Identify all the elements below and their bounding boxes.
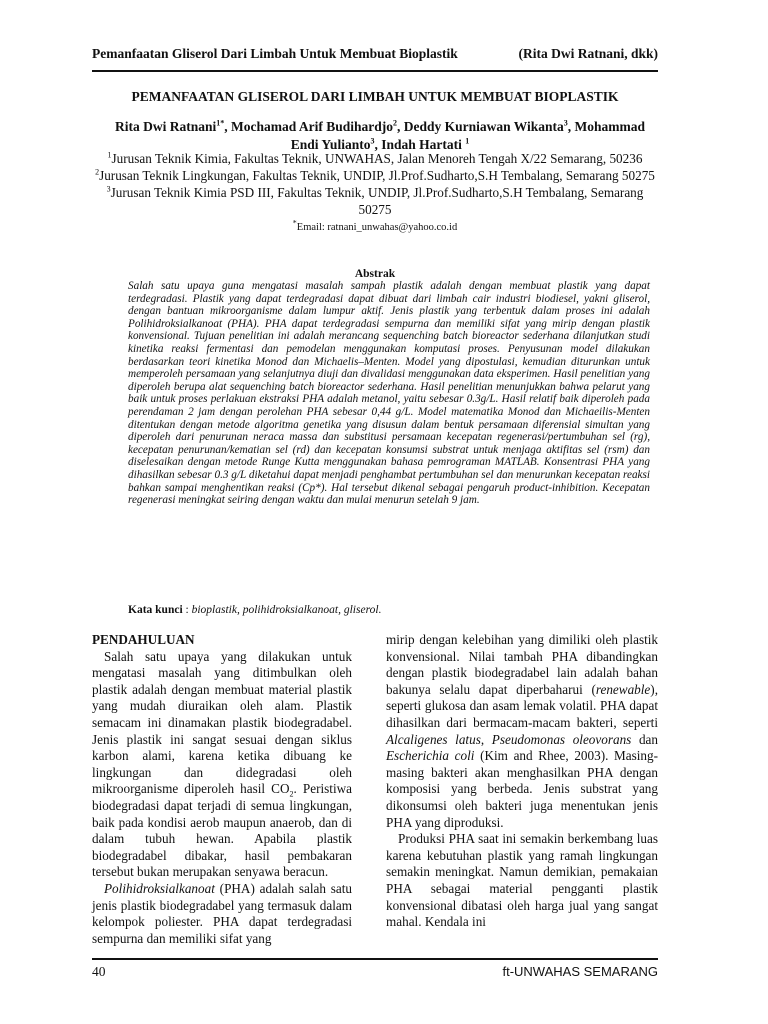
- section-heading: PENDAHULUAN: [92, 632, 195, 647]
- affiliations: [92, 150, 658, 236]
- footer-rule: [92, 958, 658, 960]
- paragraph-text: Salah satu upaya yang dilakukan untuk mengatasi masalah yang ditimbulkan oleh plastik adalah dengan membuat material plastik yang mudah diuraikan oleh alam. Plastik semacam ini dinamakan plastik biodegradabel. Jenis plastik ini sangat sesuai dengan siklus karbon alami, karena ketika dibuang ke lingkungan dan didegradasi oleh mikroorganisme diperoleh hasil CO: [92, 648, 352, 797]
- running-authors: (Rita Dwi Ratnani, dkk): [518, 46, 658, 61]
- affiliation-mark: 3: [106, 184, 111, 194]
- author-name: , Deddy Kurniawan Wikanta: [396, 119, 564, 134]
- affiliation-text: Jurusan Teknik Kimia, Fakultas Teknik, UNWAHAS, Jalan Menoreh Tengah X/22 Semarang, 50236: [111, 151, 643, 166]
- abstract-heading: Abstrak: [354, 268, 396, 280]
- paragraph-text: dan: [631, 731, 658, 747]
- email-mark: *: [292, 218, 297, 228]
- author-name: , Mohammad Endi Yulianto: [290, 119, 646, 152]
- paragraph-text: . Peristiwa biodegradasi dapat terjadi di semua lingkungan, baik pada kondisi aerob maupun anaerob, dan di dalam tubuh hewan. Apabila plastik biodegradabel dibakar, hasil pembakaran tersebut bukan merupakan senyawa beracun.: [92, 781, 352, 880]
- author-affil-mark: 3: [370, 136, 375, 146]
- affiliation-mark: 2: [95, 167, 100, 177]
- affiliation: [92, 167, 658, 184]
- email-text: Email: ratnani_unwahas@yahoo.co.id: [296, 222, 458, 233]
- body-paragraph: [92, 881, 352, 947]
- header-rule: [92, 70, 658, 72]
- affiliation: [92, 150, 658, 167]
- affiliation-text: Jurusan Teknik Lingkungan, Fakultas Teknik, UNDIP, Jl.Prof.Sudharto,S.H Tembalang, Semarang 50275: [99, 168, 655, 183]
- paper-title: PEMANFAATAN GLISEROL DARI LIMBAH UNTUK MEMBUAT BIOPLASTIK: [131, 89, 619, 104]
- author-affil-mark: 1*: [216, 118, 225, 128]
- keywords-separator: :: [182, 604, 192, 616]
- running-header: [92, 46, 658, 62]
- running-title: Pemanfaatan Gliserol Dari Limbah Untuk Membuat Bioplastik: [92, 46, 458, 61]
- paragraph-text: (Kim and Rhee, 2003). Masing-masing bakteri akan menghasilkan PHA dengan komposisi yang berbeda. Jenis substrat yang dikonsumsi oleh bakteri juga menentukan jenis PHA yang diproduksi.: [386, 748, 658, 830]
- paragraph-text: (PHA) adalah salah satu jenis plastik biodegradabel yang termasuk dalam kelompok poliester. PHA dapat terdegradasi sempurna dan memiliki sifat yang: [92, 880, 352, 946]
- page-number: 40: [92, 964, 106, 979]
- paragraph-text: mirip dengan kelebihan yang dimiliki oleh plastik konvensional. Nilai tambah PHA dibandingkan dengan plastik biodegradabel lain adalah bahan bakunya selalu dapat diperbaharui (: [386, 632, 658, 697]
- author-affil-mark: 3: [563, 118, 568, 128]
- author-name: Rita Dwi Ratnani: [114, 119, 217, 134]
- body-paragraph: [92, 649, 352, 881]
- author-affil-mark: 1: [465, 136, 470, 146]
- page-footer: [92, 964, 658, 980]
- paragraph-text: ,: [480, 731, 492, 747]
- affiliation-text: Jurusan Teknik Kimia PSD III, Fakultas Teknik, UNDIP, Jl.Prof.Sudharto,S.H Tembalang, Semarang 50275: [110, 185, 644, 217]
- italic-term: Polihidroksialkanoat: [104, 880, 215, 896]
- abstract-text: Salah satu upaya guna mengatasi masalah sampah plastik adalah dengan membuat plastik yang dapat terdegradasi. Plastik yang dapat terdegradasi dapat dibuat dari limbah cair industri biodiesel, yakni gliserol, dengan bantuan mikroorganisme dalam lumpur aktif. Jenis plastik yang terbentuk dalam proses ini adalah Polihidroksialkanoat (PHA). PHA dapat terdegradasi sempurna dan memiliki sifat yang mirip dengan plastik konvensional. Tujuan penelitian ini adalah merancang sequenching batch bioreactor sederhana dilanjutkan studi kinetika reaksi fermentasi dan pemodelan menggunakan komputasi proses. Penyusunan model dilakukan berdasarkan teori kinetika Monod dan Michaelis–Menten. Model yang dipostulasi, kemudian diturunkan untuk memperoleh persamaan yang selanjutnya diuji dan divalidasi menggunakan data eksperimen. Hasil penelitian yang diperoleh berupa alat sequenching batch bioreactor sederhana. Hasil penelitian menunjukkan bahwa pelarut yang baik untuk proses perlakuan ekstraksi PHA adalah metanol, yaitu sebesar 0.3g/L. Hasil relatif baik diperoleh pada perendaman 2 jam dengan perolehan PHA sebesar 0,44 g/L. Model matematika Monod dan Michaeilis-Menten ditentukan dengan metode algoritma genetika yang disusun dalam bentuk persamaan diferensial simultan yang diperoleh dari penurunan neraca massa dan substitusi persamaan kecepatan regenerasi/pertumbuhan sel (rg), kecepatan penurunan/kematian sel (rd) dan kecepatan konsumsi substrat untuk menjaga aktifitas sel (rsm) dan diselesaikan dengan metode Runge Kutta menggunakan bahasa pemrograman MATLAB. Konsentrasi PHA yang dihasilkan sebesar 0.3 g/L diketahui dapat menjadi penghambat pertumbuhan sel dan menurunkan kecepatan reaksi bahkan sampai menghentikan reaksi (Cp*). Hal tersebut dikenal sebagai pengaruh product-inhibition. Kecepatan regenerasi meningkat seiring dengan waktu dan mulai menurun setelah 9 jam.: [128, 280, 650, 507]
- body-column-left: [92, 632, 352, 947]
- paragraph-text: ), seperti glukosa dan asam lemak volatil. PHA dapat dihasilkan dari bermacam-macam bakteri, seperti: [386, 681, 658, 730]
- keywords-label: Kata kunci: [128, 604, 183, 616]
- author-list: [102, 118, 658, 154]
- subscript: 2: [289, 789, 294, 799]
- journal-name: ft-UNWAHAS SEMARANG: [502, 964, 658, 979]
- author-name: , Indah Hartati: [374, 137, 466, 152]
- italic-term: Pseudomonas oleovorans: [491, 731, 632, 747]
- keywords: [128, 604, 650, 616]
- body-column-right: [386, 632, 658, 931]
- italic-term: Escherichia coli: [386, 748, 475, 764]
- body-paragraph: Produksi PHA saat ini semakin berkembang luas karena kebutuhan plastik yang ramah lingkungan semakin meningkat. Namun demikian, pemakaian PHA sebagai material pengganti plastik konvensional dibatasi oleh harga jual yang sangat mahal. Kendala ini: [386, 831, 658, 930]
- corresponding-email: [92, 219, 658, 236]
- italic-term: Alcaligenes latus: [386, 731, 481, 747]
- keywords-text: bioplastik, polihidroksialkanoat, gliserol.: [191, 604, 382, 616]
- body-paragraph: [386, 632, 658, 831]
- italic-term: renewable: [595, 681, 651, 697]
- affiliation-mark: 1: [107, 150, 112, 160]
- author-name: , Mochamad Arif Budihardjo: [224, 119, 393, 134]
- author-affil-mark: 2: [392, 118, 397, 128]
- affiliation: [92, 184, 658, 218]
